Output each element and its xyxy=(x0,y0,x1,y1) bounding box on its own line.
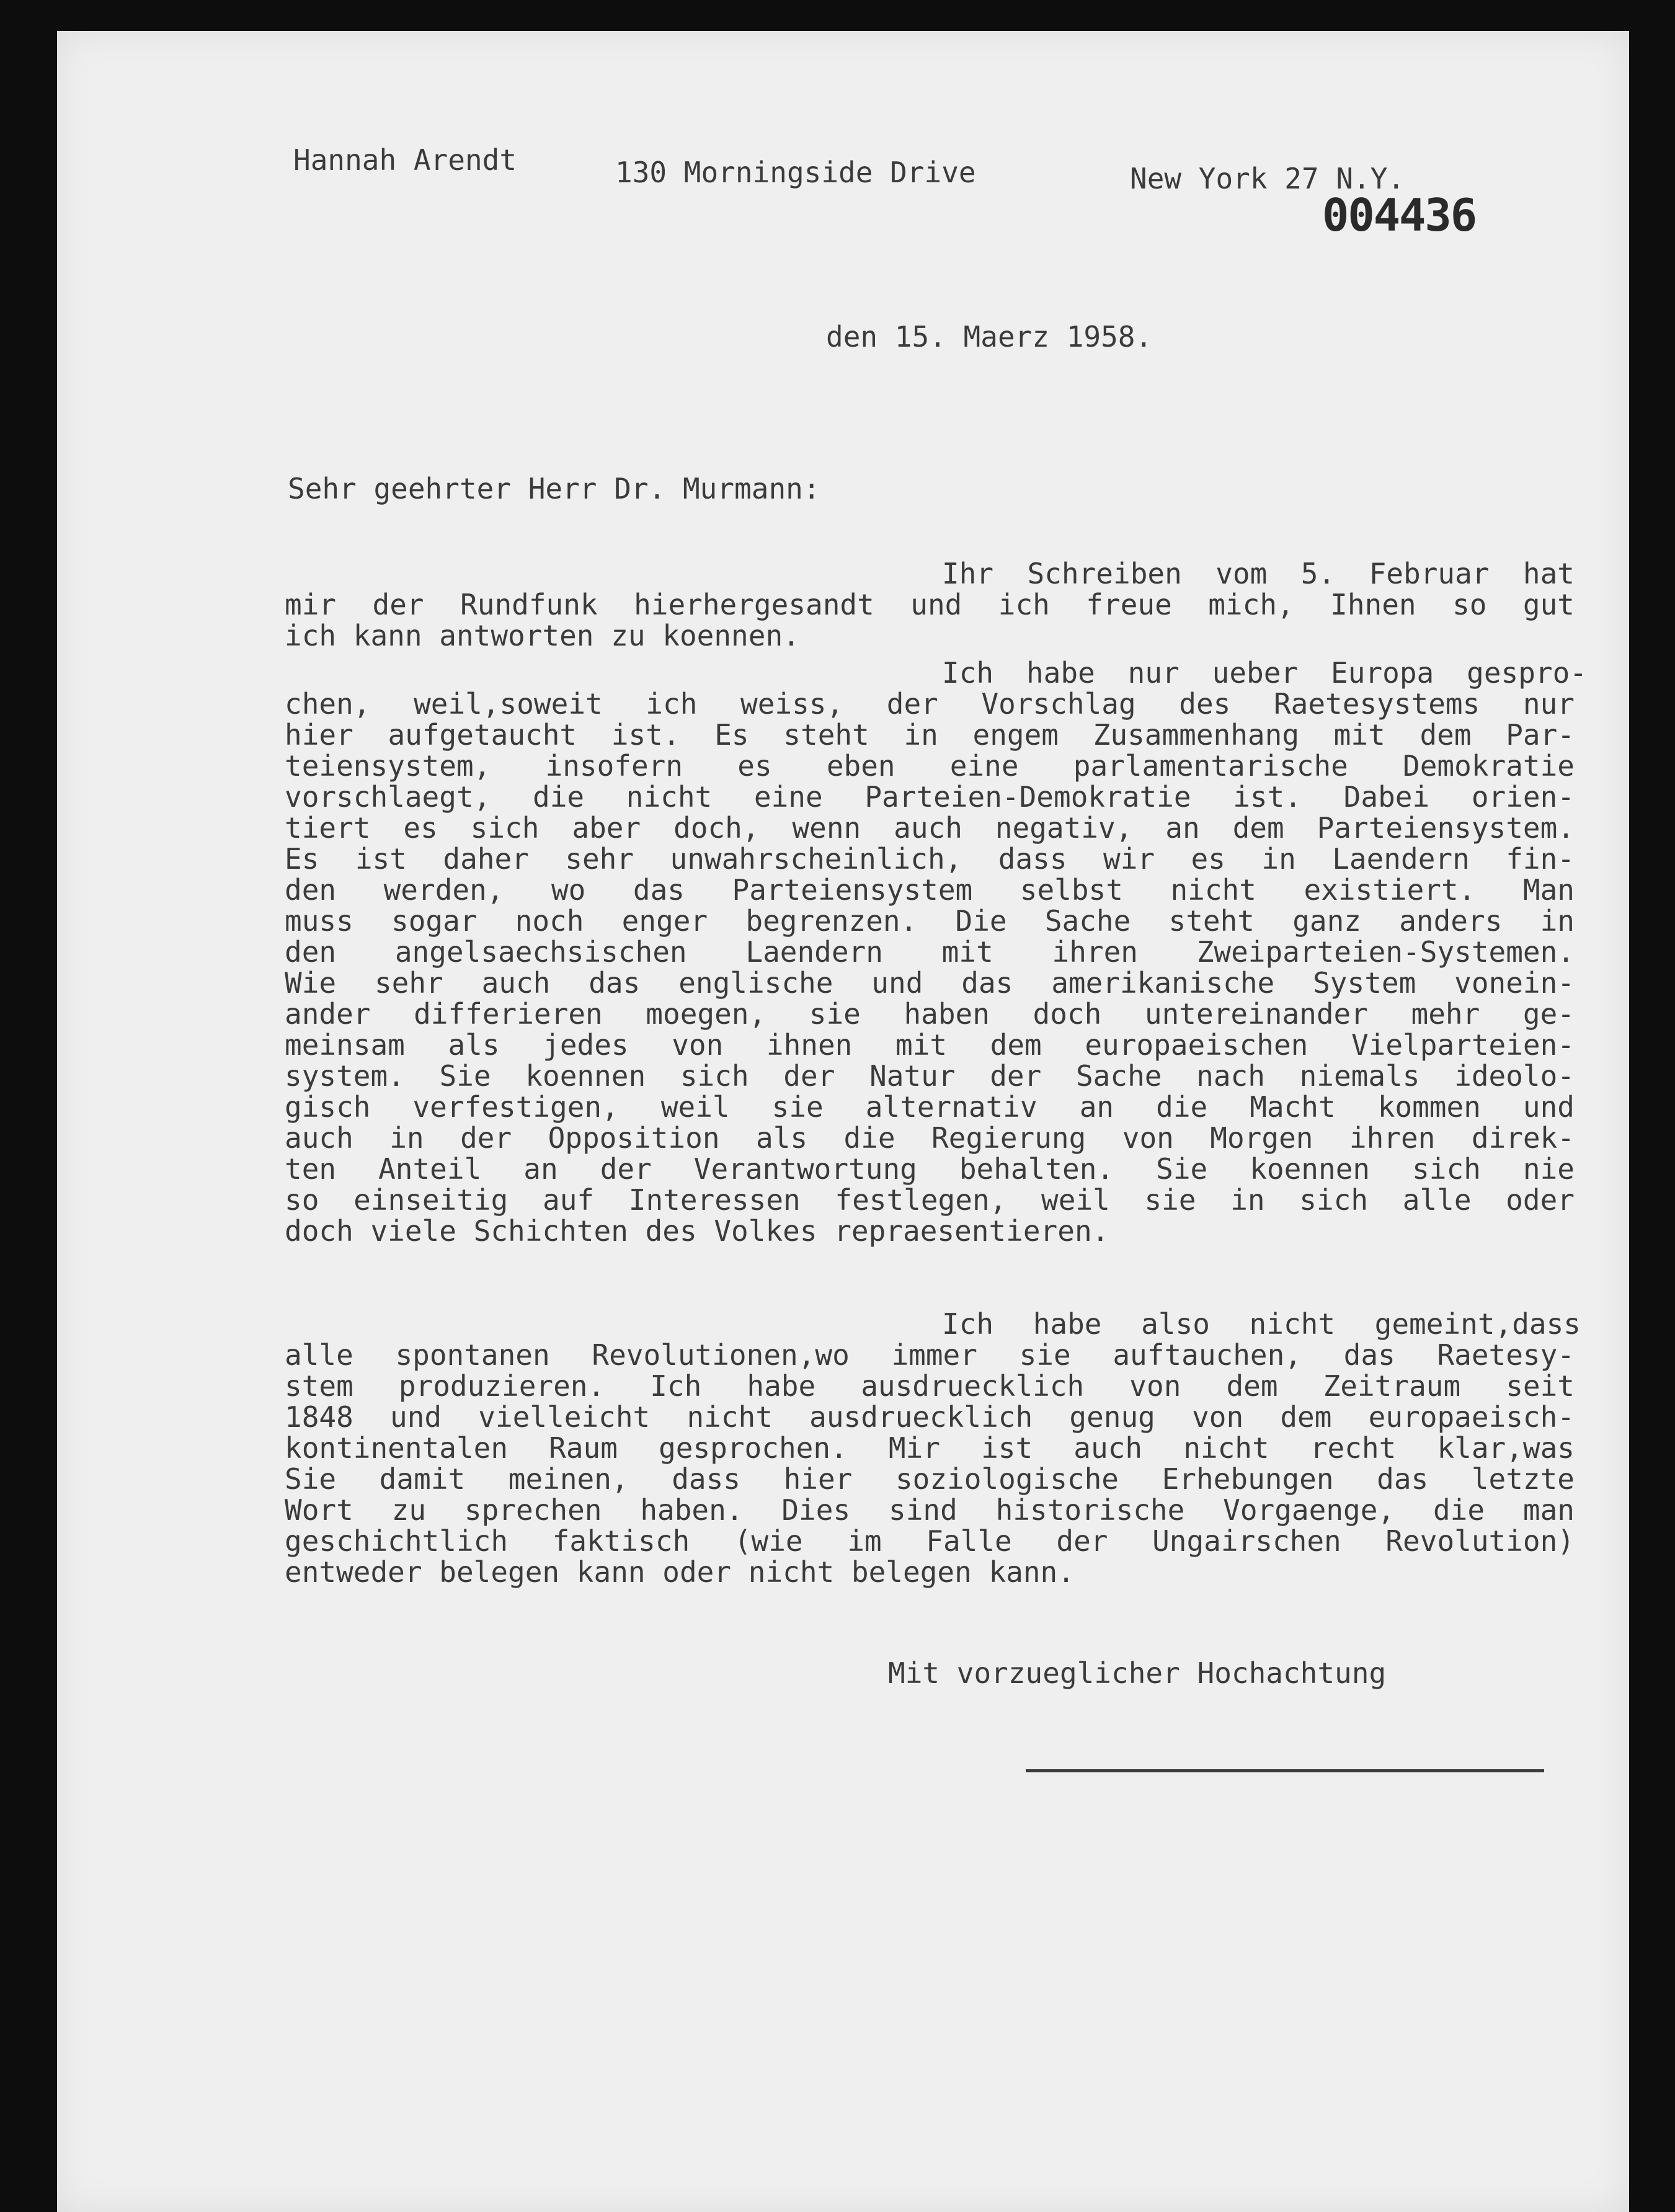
paragraph-line: den angelsaechsischen Laendern mit ihren Zweiparteien-Systemen. xyxy=(285,935,1575,969)
paragraph-line: vorschlaegt, die nicht eine Parteien-Demokratie ist. Dabei orien- xyxy=(285,780,1575,814)
paragraph-line: muss sogar noch enger begrenzen. Die Sache steht ganz anders in xyxy=(285,904,1575,938)
paragraph-line: ich kann antworten zu koennen. xyxy=(285,619,800,652)
paragraph-1 xyxy=(285,558,1575,670)
closing: Mit vorzueglicher Hochachtung xyxy=(888,1656,1387,1690)
paragraph-line: kontinentalen Raum gesprochen. Mir ist auch nicht recht klar,was xyxy=(285,1431,1575,1465)
paragraph-line: entweder belegen kann oder nicht belegen kann. xyxy=(285,1555,1075,1589)
salutation: Sehr geehrter Herr Dr. Murmann: xyxy=(288,472,820,505)
paragraph-2 xyxy=(285,656,1587,1253)
paragraph-line: auch in der Opposition als die Regierung von Morgen ihren direk- xyxy=(285,1121,1575,1155)
paragraph-line: so einseitig auf Interessen festlegen, weil sie in sich alle oder xyxy=(285,1183,1575,1217)
paragraph-line: Sie damit meinen, dass hier soziologische Erhebungen das letzte xyxy=(285,1462,1575,1496)
paragraph-line: Ihr Schreiben vom 5. Februar hat xyxy=(942,557,1575,590)
letter-page xyxy=(57,31,1629,2212)
paragraph-line: mir der Rundfunk hierhergesandt und ich freue mich, Ihnen so gut xyxy=(285,588,1575,621)
paragraph-line: Ich habe nur ueber Europa gespro- xyxy=(942,656,1587,690)
paragraph-line: meinsam als jedes von ihnen mit dem europaeischen Vielparteien- xyxy=(285,1028,1575,1062)
paragraph-line: chen, weil,soweit ich weiss, der Vorschlag des Raetesystems nur xyxy=(285,687,1575,721)
paragraph-line: alle spontanen Revolutionen,wo immer sie auftauchen, das Raetesy- xyxy=(285,1338,1575,1372)
paragraph-line: gisch verfestigen, weil sie alternativ an die Macht kommen und xyxy=(285,1090,1575,1124)
letterhead-name: Hannah Arendt xyxy=(293,143,517,177)
letterhead-street: 130 Morningside Drive xyxy=(615,156,976,189)
paragraph-line: 1848 und vielleicht nicht ausdruecklich genug von dem europaeisch- xyxy=(285,1400,1575,1434)
paragraph-line: Wort zu sprechen haben. Dies sind historische Vorgaenge, die man xyxy=(285,1493,1575,1527)
archive-number-stamp: 004436 xyxy=(1322,189,1477,241)
paragraph-line: den werden, wo das Parteiensystem selbst nicht existiert. Man xyxy=(285,873,1575,907)
paragraph-line: teiensystem, insofern es eben eine parlamentarische Demokratie xyxy=(285,749,1575,783)
paragraph-3 xyxy=(285,1307,1581,1600)
paragraph-line: Wie sehr auch das englische und das amerikanische System vonein- xyxy=(285,966,1575,1000)
letterhead-city: New York 27 N.Y. xyxy=(1130,162,1405,195)
signature-line xyxy=(1026,1769,1544,1772)
paragraph-line: ander differieren moegen, sie haben doch untereinander mehr ge- xyxy=(285,997,1575,1031)
paragraph-line: Ich habe also nicht gemeint,dass xyxy=(942,1307,1581,1341)
paragraph-line: Es ist daher sehr unwahrscheinlich, dass wir es in Laendern fin- xyxy=(285,842,1575,876)
paragraph-line: ten Anteil an der Verantwortung behalten. Sie koennen sich nie xyxy=(285,1152,1575,1186)
paragraph-line: tiert es sich aber doch, wenn auch negativ, an dem Parteiensystem. xyxy=(285,811,1575,845)
paragraph-line: system. Sie koennen sich der Natur der Sache nach niemals ideolo- xyxy=(285,1059,1575,1093)
paragraph-line: geschichtlich faktisch (wie im Falle der Ungairschen Revolution) xyxy=(285,1524,1575,1558)
paragraph-line: doch viele Schichten des Volkes repraesentieren. xyxy=(285,1214,1109,1248)
paragraph-line: stem produzieren. Ich habe ausdruecklich von dem Zeitraum seit xyxy=(285,1369,1575,1403)
paragraph-line: hier aufgetaucht ist. Es steht in engem Zusammenhang mit dem Par- xyxy=(285,718,1575,752)
letter-date: den 15. Maerz 1958. xyxy=(826,320,1153,353)
